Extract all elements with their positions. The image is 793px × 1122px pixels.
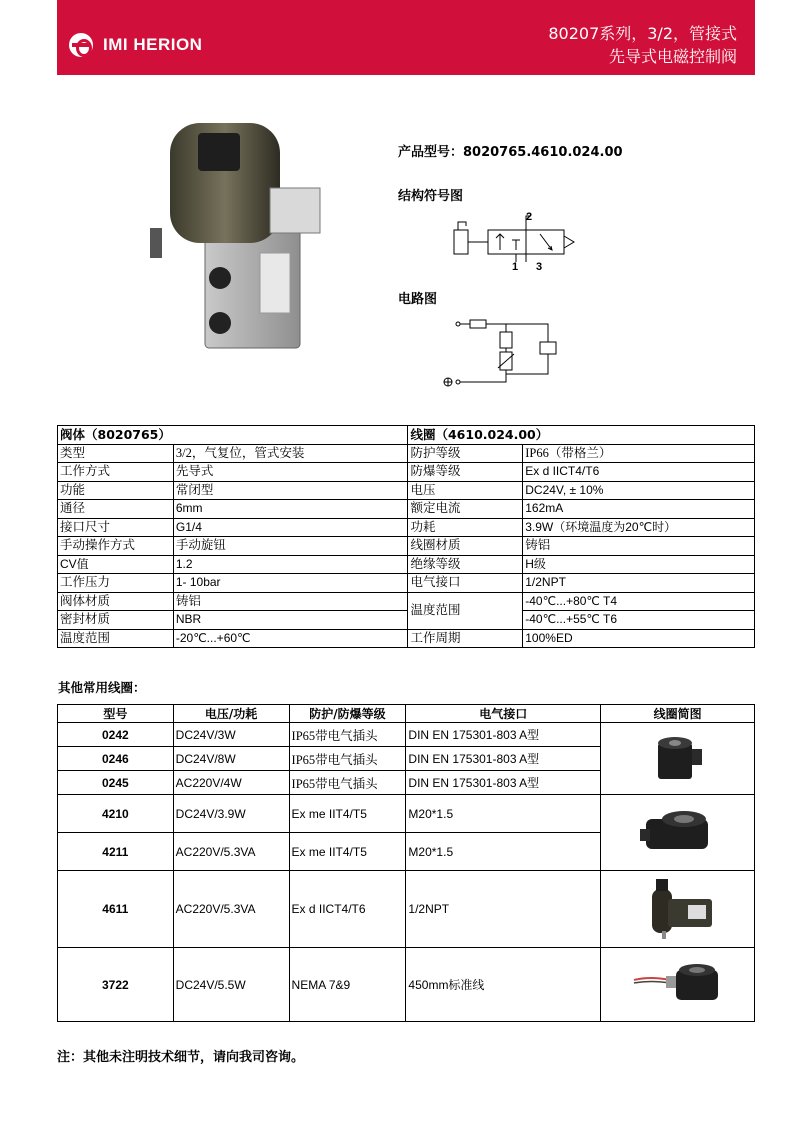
spec-key: 工作周期 — [408, 629, 523, 648]
symbol-port-1: 1 — [512, 261, 519, 273]
spec-value: 铸铝 — [523, 537, 755, 556]
col-header-protection: 防护/防爆等级 — [289, 705, 406, 723]
coil-model: 0242 — [58, 723, 174, 747]
coil-connector: 1/2NPT — [406, 871, 601, 948]
coil-row — [58, 871, 755, 948]
coil-protection: IP65带电气插头 — [289, 723, 406, 747]
spec-key: 电压 — [408, 481, 523, 500]
spec-key: 温度范围 — [408, 592, 523, 629]
coil-image-cell — [601, 871, 755, 948]
spec-value: 手动旋钮 — [173, 537, 408, 556]
coil-protection: Ex me IIT4/T5 — [289, 833, 406, 871]
coil-voltage: AC220V/5.3VA — [173, 833, 289, 871]
spec-value: 1- 10bar — [173, 574, 408, 593]
coil-header: 线圈（4610.024.00） — [408, 426, 755, 445]
spec-value: G1/4 — [173, 518, 408, 537]
spec-value: NBR — [173, 611, 408, 630]
coil-connector: DIN EN 175301-803 A型 — [406, 747, 601, 771]
spec-row — [58, 463, 755, 482]
spec-value: H级 — [523, 555, 755, 574]
spec-key: 功耗 — [408, 518, 523, 537]
coil-protection: IP65带电气插头 — [289, 747, 406, 771]
exd-coil-image — [638, 875, 718, 941]
header-banner — [57, 0, 755, 75]
spec-value: -40℃...+55℃ T6 — [523, 611, 755, 630]
spec-value: IP66（带格兰） — [523, 444, 755, 463]
spec-value: 162mA — [523, 500, 755, 519]
coil-protection: NEMA 7&9 — [289, 948, 406, 1022]
spec-row — [58, 592, 755, 611]
coil-row — [58, 723, 755, 747]
col-header-model: 型号 — [58, 705, 174, 723]
spec-row — [58, 518, 755, 537]
spec-value: 先导式 — [173, 463, 408, 482]
coil-image-cell — [601, 795, 755, 871]
spec-row — [58, 444, 755, 463]
spec-key: 防爆等级 — [408, 463, 523, 482]
spec-key: 额定电流 — [408, 500, 523, 519]
spec-key: 密封材质 — [58, 611, 174, 630]
spec-row — [58, 481, 755, 500]
document-title — [548, 22, 737, 68]
coil-voltage: DC24V/3.9W — [173, 795, 289, 833]
brand-logo — [69, 33, 202, 57]
product-model: 产品型号：8020765.4610.024.00 — [398, 145, 623, 160]
circuit-diagram — [440, 312, 560, 392]
title-line-1: 80207系列，3/2，管接式 — [548, 24, 737, 43]
symbol-port-2: 2 — [526, 211, 533, 223]
valve-body-header: 阀体（8020765） — [58, 426, 408, 445]
symbol-title: 结构符号图 — [398, 189, 464, 204]
coil-connector: DIN EN 175301-803 A型 — [406, 723, 601, 747]
spec-key: 工作压力 — [58, 574, 174, 593]
valve-symbol-diagram — [440, 210, 580, 275]
coil-voltage: AC220V/5.3VA — [173, 871, 289, 948]
spec-value: -20℃...+60℃ — [173, 629, 408, 648]
coil-model: 0246 — [58, 747, 174, 771]
spec-key: 类型 — [58, 444, 174, 463]
spec-key: 通径 — [58, 500, 174, 519]
circuit-title: 电路图 — [398, 292, 438, 307]
spec-row — [58, 537, 755, 556]
coil-connector: M20*1.5 — [406, 795, 601, 833]
spec-key: 线圈材质 — [408, 537, 523, 556]
coil-image-cell — [601, 723, 755, 795]
col-header-connector: 电气接口 — [406, 705, 601, 723]
imi-logo-icon — [69, 33, 93, 57]
spec-row — [58, 500, 755, 519]
spec-value: 3/2，气复位，管式安装 — [173, 444, 408, 463]
spec-value: -40℃...+80℃ T4 — [523, 592, 755, 611]
spec-header-row — [58, 426, 755, 445]
coil-protection: Ex d IICT4/T6 — [289, 871, 406, 948]
symbol-port-3: 3 — [536, 261, 543, 273]
coils-table — [57, 704, 755, 1022]
spec-row — [58, 574, 755, 593]
coil-voltage: DC24V/3W — [173, 723, 289, 747]
spec-key: CV值 — [58, 555, 174, 574]
spec-key: 电气接口 — [408, 574, 523, 593]
nema-coil-image — [630, 958, 726, 1008]
spec-value: 常闭型 — [173, 481, 408, 500]
spec-key: 手动操作方式 — [58, 537, 174, 556]
exme-coil-image — [638, 803, 718, 859]
other-coils-title: 其他常用线圈： — [58, 680, 146, 695]
coil-voltage: DC24V/8W — [173, 747, 289, 771]
spec-key: 接口尺寸 — [58, 518, 174, 537]
spec-key: 工作方式 — [58, 463, 174, 482]
coil-protection: Ex me IIT4/T5 — [289, 795, 406, 833]
col-header-voltage: 电压/功耗 — [173, 705, 289, 723]
col-header-image: 线圈简图 — [601, 705, 755, 723]
coil-model: 0245 — [58, 771, 174, 795]
coil-model: 4210 — [58, 795, 174, 833]
spec-key: 防护等级 — [408, 444, 523, 463]
spec-value: 3.9W（环境温度为20℃时） — [523, 518, 755, 537]
spec-row — [58, 611, 755, 630]
spec-value: Ex d IICT4/T6 — [523, 463, 755, 482]
spec-key: 温度范围 — [58, 629, 174, 648]
spec-row — [58, 629, 755, 648]
brand-name: IMI HERION — [103, 35, 203, 54]
coil-protection: IP65带电气插头 — [289, 771, 406, 795]
coil-connector: M20*1.5 — [406, 833, 601, 871]
coil-row — [58, 948, 755, 1022]
spec-value: 1.2 — [173, 555, 408, 574]
coils-header-row — [58, 705, 755, 723]
product-photo — [110, 118, 325, 350]
spec-table — [57, 425, 755, 648]
spec-key: 功能 — [58, 481, 174, 500]
coil-model: 3722 — [58, 948, 174, 1022]
spec-value: 1/2NPT — [523, 574, 755, 593]
spec-key: 绝缘等级 — [408, 555, 523, 574]
coil-voltage: AC220V/4W — [173, 771, 289, 795]
coil-model: 4611 — [58, 871, 174, 948]
coil-connector: DIN EN 175301-803 A型 — [406, 771, 601, 795]
spec-value: DC24V, ± 10% — [523, 481, 755, 500]
coil-image-cell — [601, 948, 755, 1022]
coil-connector: 450mm标准线 — [406, 948, 601, 1022]
coil-voltage: DC24V/5.5W — [173, 948, 289, 1022]
din-coil-image — [648, 729, 708, 785]
spec-value: 100%ED — [523, 629, 755, 648]
coil-model: 4211 — [58, 833, 174, 871]
coil-row — [58, 795, 755, 833]
spec-value: 6mm — [173, 500, 408, 519]
spec-key: 阀体材质 — [58, 592, 174, 611]
spec-row — [58, 555, 755, 574]
title-line-2: 先导式电磁控制阀 — [608, 47, 737, 66]
footer-note: 注：其他未注明技术细节，请向我司咨询。 — [57, 1050, 305, 1065]
spec-value: 铸铝 — [173, 592, 408, 611]
